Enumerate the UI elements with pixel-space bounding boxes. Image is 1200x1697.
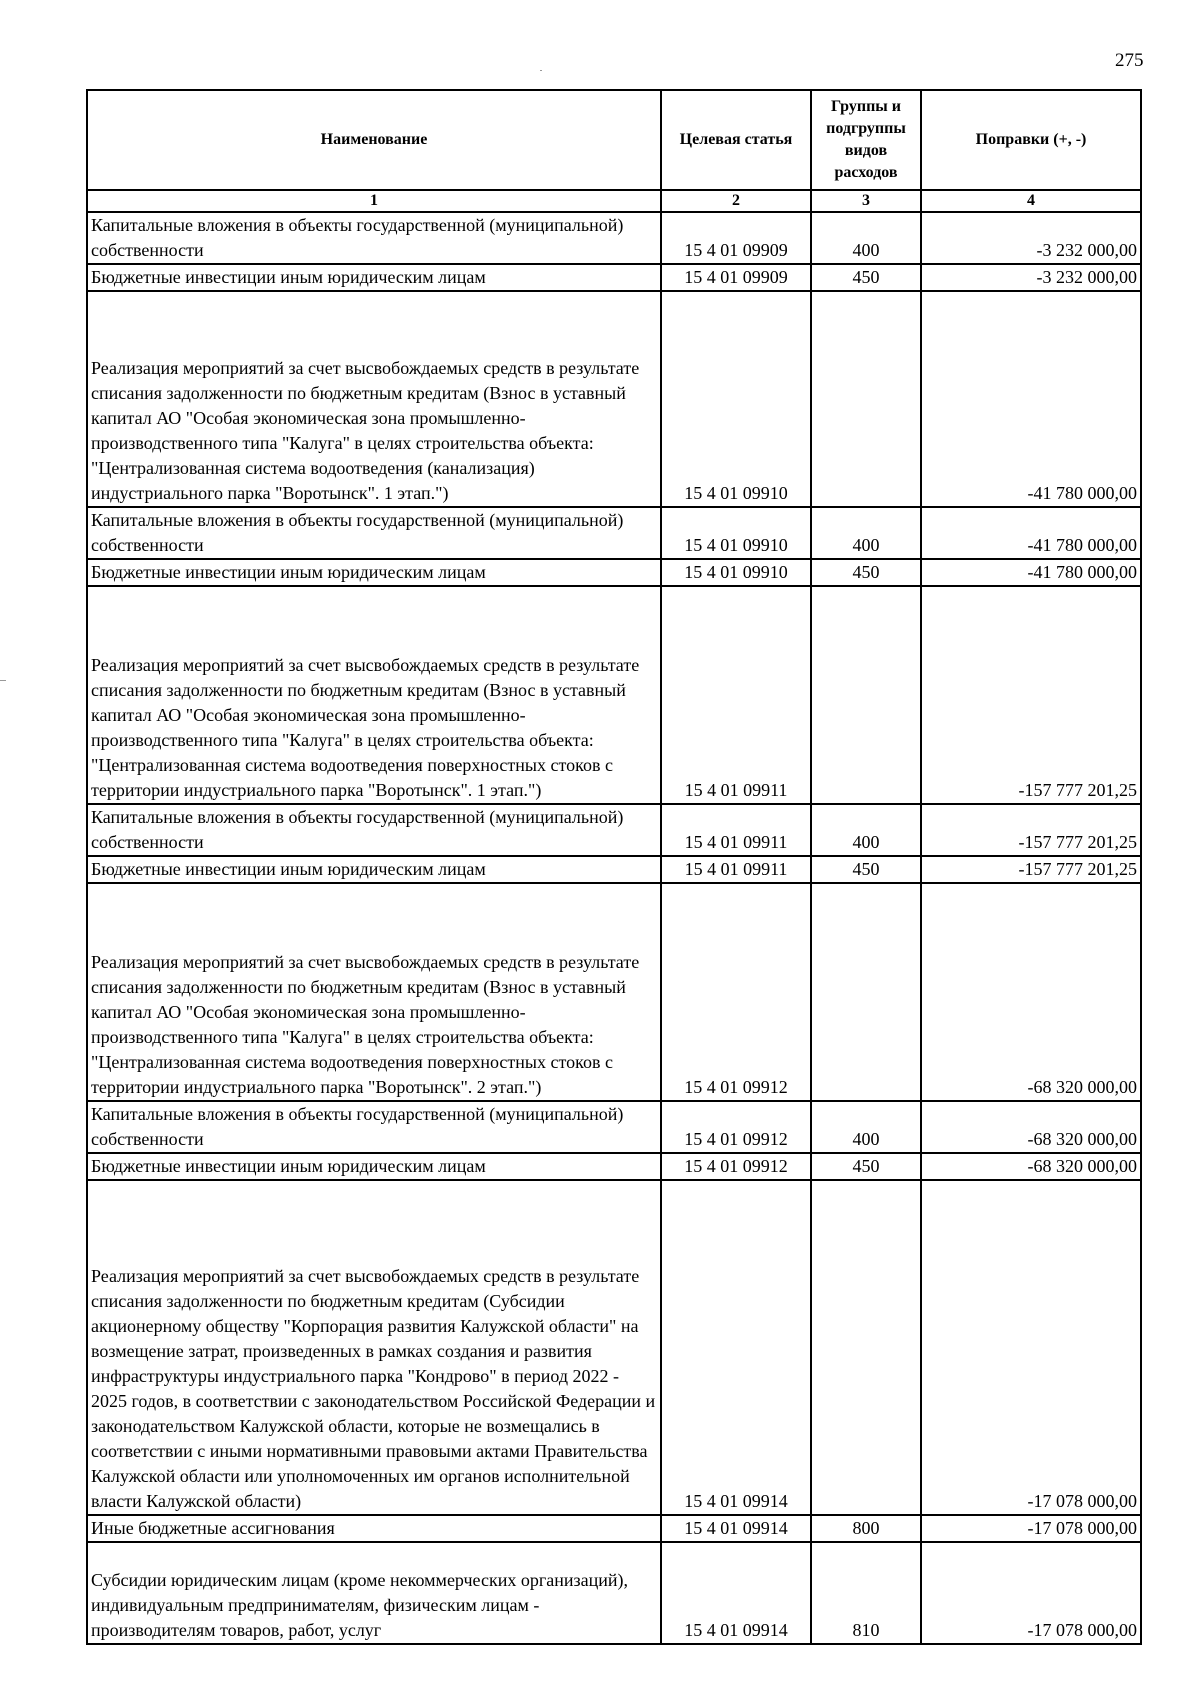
row-group: 800 — [811, 1515, 921, 1542]
table-row — [87, 212, 1141, 264]
row-amount: -157 777 201,25 — [921, 804, 1141, 856]
row-amount: -157 777 201,25 — [921, 856, 1141, 883]
table-row — [87, 264, 1141, 291]
row-group: 450 — [811, 264, 921, 291]
row-name: Реализация мероприятий за счет высвобождаемых средств в результате списания задолженности по бюджетным кредитам (Взнос в уставный капитал АО "Особая экономическая зона промышленно-производственного типа "Калуга" в целях строительства объекта: "Централизованная система водоотведения поверхностных стоков с территории индустриального парка "Воротынск". 2 этап.") — [87, 883, 661, 1101]
row-group: 400 — [811, 507, 921, 559]
row-name: Реализация мероприятий за счет высвобождаемых средств в результате списания задолженности по бюджетным кредитам (Взнос в уставный капитал АО "Особая экономическая зона промышленно-производственного типа "Калуга" в целях строительства объекта: "Централизованная система водоотведения (канализация) индустриального парка "Воротынск". 1 этап.") — [87, 291, 661, 507]
row-code: 15 4 01 09914 — [661, 1180, 811, 1515]
row-group — [811, 1180, 921, 1515]
row-code: 15 4 01 09911 — [661, 586, 811, 804]
column-number: 4 — [921, 190, 1141, 212]
row-group: 450 — [811, 1153, 921, 1180]
row-code: 15 4 01 09911 — [661, 856, 811, 883]
row-group: 450 — [811, 856, 921, 883]
table-row — [87, 1542, 1141, 1644]
row-name: Бюджетные инвестиции иным юридическим лицам — [87, 1153, 661, 1180]
table-row — [87, 1153, 1141, 1180]
row-amount: -68 320 000,00 — [921, 883, 1141, 1101]
row-group: 400 — [811, 212, 921, 264]
row-name: Бюджетные инвестиции иным юридическим лицам — [87, 856, 661, 883]
column-number: 1 — [87, 190, 661, 212]
scan-artifact — [540, 70, 542, 71]
row-code: 15 4 01 09914 — [661, 1542, 811, 1644]
row-name: Бюджетные инвестиции иным юридическим лицам — [87, 264, 661, 291]
table-row — [87, 291, 1141, 507]
row-group: 400 — [811, 1101, 921, 1153]
row-code: 15 4 01 09910 — [661, 559, 811, 586]
row-amount: -17 078 000,00 — [921, 1542, 1141, 1644]
row-code: 15 4 01 09914 — [661, 1515, 811, 1542]
column-number-row — [87, 190, 1141, 212]
row-amount: -41 780 000,00 — [921, 291, 1141, 507]
row-name: Капитальные вложения в объекты государственной (муниципальной) собственности — [87, 804, 661, 856]
budget-table — [86, 89, 1142, 1645]
row-group — [811, 586, 921, 804]
row-amount: -3 232 000,00 — [921, 212, 1141, 264]
row-code: 15 4 01 09910 — [661, 507, 811, 559]
table-row — [87, 559, 1141, 586]
row-code: 15 4 01 09909 — [661, 212, 811, 264]
row-name: Субсидии юридическим лицам (кроме некоммерческих организаций), индивидуальным предпринимателям, физическим лицам - производителям товаров, работ, услуг — [87, 1542, 661, 1644]
column-number: 2 — [661, 190, 811, 212]
page-number: 275 — [1115, 50, 1144, 71]
table-row — [87, 1515, 1141, 1542]
row-name: Капитальные вложения в объекты государственной (муниципальной) собственности — [87, 1101, 661, 1153]
row-group: 450 — [811, 559, 921, 586]
row-amount: -41 780 000,00 — [921, 507, 1141, 559]
row-amount: -68 320 000,00 — [921, 1101, 1141, 1153]
row-amount: -41 780 000,00 — [921, 559, 1141, 586]
row-group: 400 — [811, 804, 921, 856]
header-amount: Поправки (+, -) — [921, 90, 1141, 190]
header-target: Целевая статья — [661, 90, 811, 190]
row-name: Бюджетные инвестиции иным юридическим лицам — [87, 559, 661, 586]
row-name: Капитальные вложения в объекты государственной (муниципальной) собственности — [87, 212, 661, 264]
row-name: Капитальные вложения в объекты государственной (муниципальной) собственности — [87, 507, 661, 559]
row-amount: -17 078 000,00 — [921, 1180, 1141, 1515]
row-amount: -68 320 000,00 — [921, 1153, 1141, 1180]
row-group — [811, 291, 921, 507]
table-row — [87, 804, 1141, 856]
table-row — [87, 883, 1141, 1101]
row-name: Иные бюджетные ассигнования — [87, 1515, 661, 1542]
row-amount: -3 232 000,00 — [921, 264, 1141, 291]
table-row — [87, 507, 1141, 559]
row-code: 15 4 01 09909 — [661, 264, 811, 291]
header-name: Наименование — [87, 90, 661, 190]
row-code: 15 4 01 09911 — [661, 804, 811, 856]
row-code: 15 4 01 09912 — [661, 883, 811, 1101]
row-group — [811, 883, 921, 1101]
row-amount: -157 777 201,25 — [921, 586, 1141, 804]
row-code: 15 4 01 09912 — [661, 1101, 811, 1153]
table-row — [87, 586, 1141, 804]
table-row — [87, 1180, 1141, 1515]
table-row — [87, 1101, 1141, 1153]
row-code: 15 4 01 09912 — [661, 1153, 811, 1180]
row-group: 810 — [811, 1542, 921, 1644]
header-group: Группы и подгруппы видов расходов — [811, 90, 921, 190]
row-name: Реализация мероприятий за счет высвобождаемых средств в результате списания задолженности по бюджетным кредитам (Субсидии акционерному обществу "Корпорация развития Калужской области" на возмещение затрат, произведенных в рамках создания и развития инфраструктуры индустриального парка "Кондрово" в период 2022 - 2025 годов, в соответствии с законодательством Российской Федерации и законодательством Калужской области, которые не возмещались в соответствии с иными нормативными правовыми актами Правительства Калужской области или уполномоченных им органов исполнительной власти Калужской области) — [87, 1180, 661, 1515]
scan-artifact — [0, 680, 6, 681]
row-code: 15 4 01 09910 — [661, 291, 811, 507]
table-row — [87, 856, 1141, 883]
column-number: 3 — [811, 190, 921, 212]
row-name: Реализация мероприятий за счет высвобождаемых средств в результате списания задолженности по бюджетным кредитам (Взнос в уставный капитал АО "Особая экономическая зона промышленно-производственного типа "Калуга" в целях строительства объекта: "Централизованная система водоотведения поверхностных стоков с территории индустриального парка "Воротынск". 1 этап.") — [87, 586, 661, 804]
table-header-row — [87, 90, 1141, 190]
row-amount: -17 078 000,00 — [921, 1515, 1141, 1542]
